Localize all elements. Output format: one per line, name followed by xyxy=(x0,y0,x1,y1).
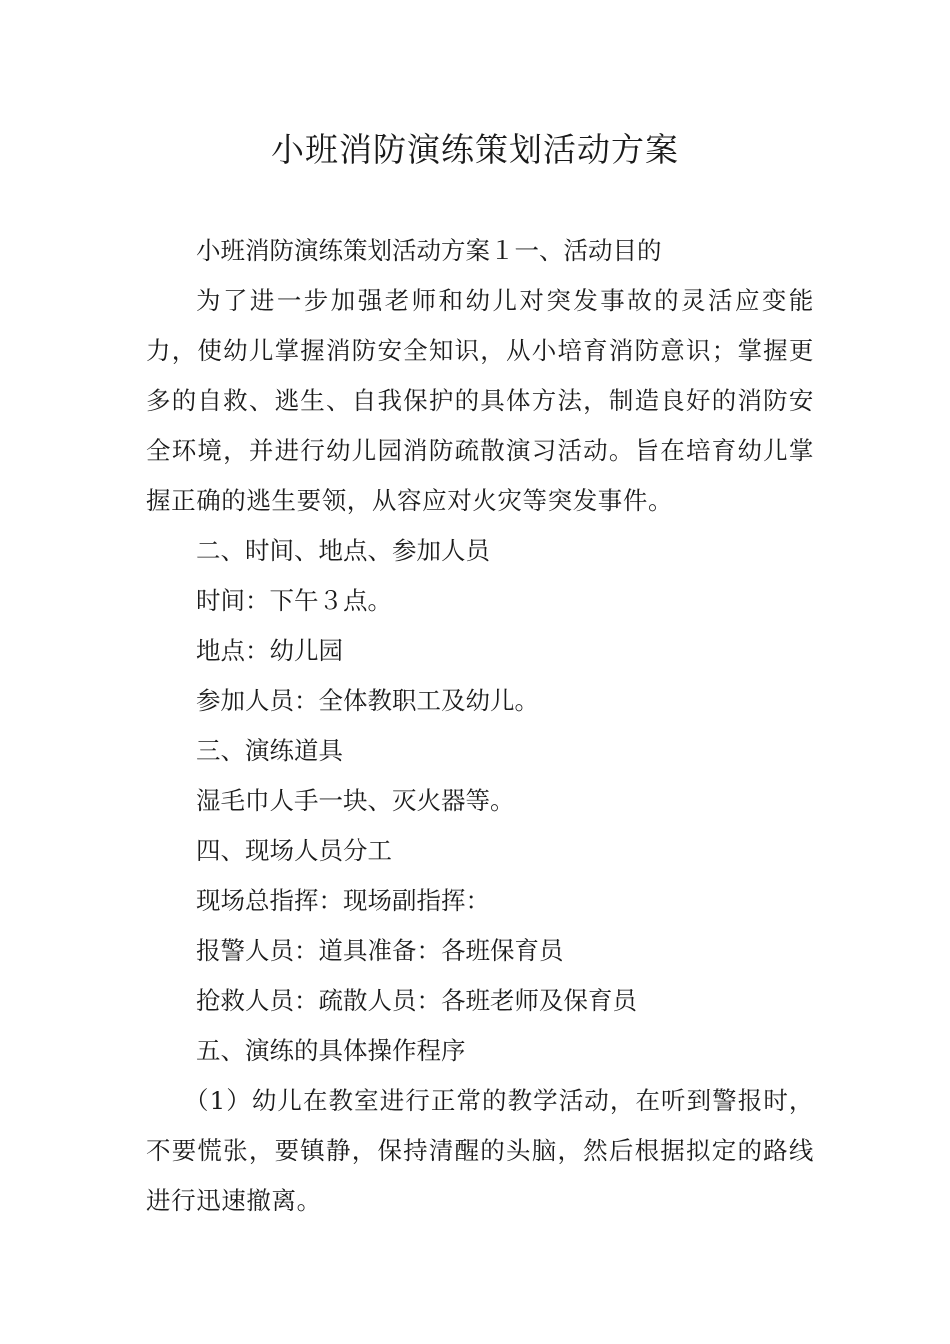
paragraph-intro: 小班消防演练策划活动方案１一、活动目的 xyxy=(196,236,662,265)
document-title: 小班消防演练策划活动方案 xyxy=(271,130,679,169)
document-body xyxy=(146,226,814,1226)
section-heading-roles: 四、现场人员分工 xyxy=(196,836,392,865)
section-heading-time-place: 二、时间、地点、参加人员 xyxy=(196,536,490,565)
paragraph-purpose: 为了进一步加强老师和幼儿对突发事故的灵活应变能力，使幼儿掌握消防安全知识，从小培育消防意识；掌握更多的自救、逃生、自我保护的具体方法，制造良好的消防安全环境，并进行幼儿园消防疏散演习活动。旨在培育幼儿掌握正确的逃生要领，从容应对火灾等突发事件。 xyxy=(146,286,814,515)
paragraph-commanders: 现场总指挥：现场副指挥： xyxy=(196,886,490,915)
paragraph-participants: 参加人员：全体教职工及幼儿。 xyxy=(196,686,539,715)
section-heading-procedure: 五、演练的具体操作程序 xyxy=(196,1036,466,1065)
paragraph-procedure-step-1: （1）幼儿在教室进行正常的教学活动，在听到警报时，不要慌张，要镇静，保持清醒的头脑，然后根据拟定的路线进行迅速撤离。 xyxy=(146,1086,814,1215)
paragraph-alarm-staff: 报警人员：道具准备：各班保育员 xyxy=(196,936,564,965)
paragraph-place: 地点：幼儿园 xyxy=(196,636,343,665)
paragraph-props: 湿毛巾人手一块、灭火器等。 xyxy=(196,786,515,815)
section-heading-props: 三、演练道具 xyxy=(196,736,343,765)
paragraph-time: 时间：下午３点。 xyxy=(196,586,392,615)
paragraph-rescue-staff: 抢救人员：疏散人员：各班老师及保育员 xyxy=(196,986,637,1015)
